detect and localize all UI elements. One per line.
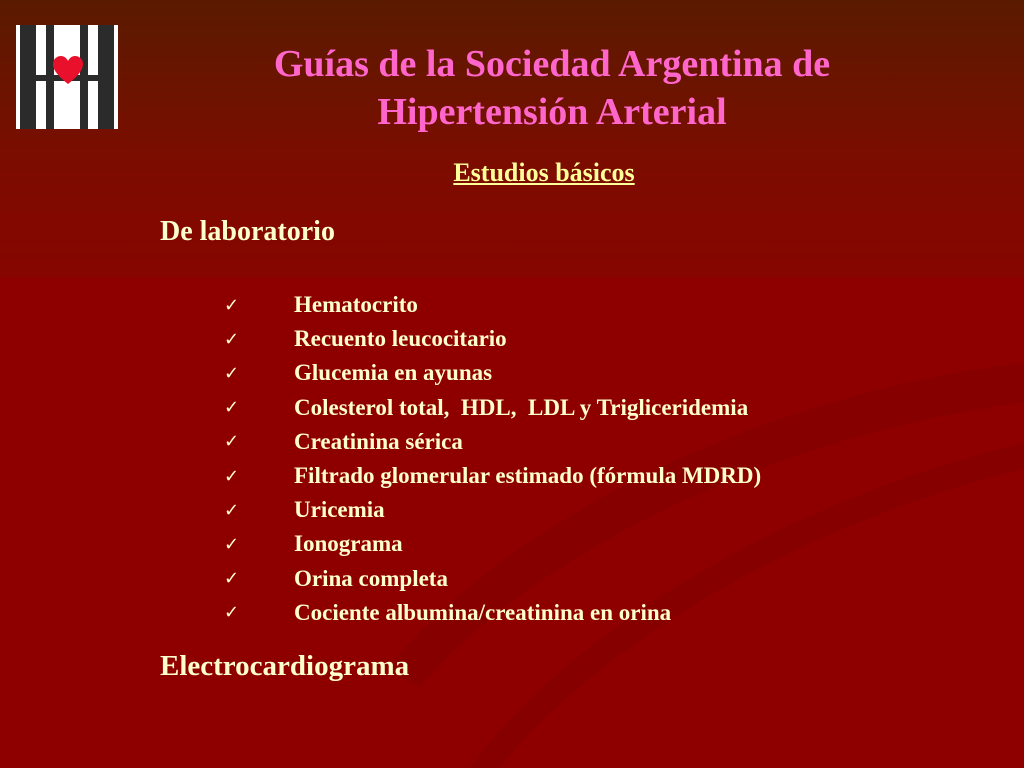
list-item-text: Colesterol total, HDL, LDL y Trigliceridemia: [294, 394, 749, 420]
list-item-text: Uricemia: [294, 497, 385, 523]
checkmark-icon: ✓: [224, 568, 240, 590]
title-line-2: Hipertensión Arterial: [377, 91, 727, 133]
checkmark-icon: ✓: [224, 533, 240, 555]
list-item-text: Hematocrito: [294, 292, 418, 318]
list-item: [222, 459, 761, 493]
section-heading-laboratory: De laboratorio: [160, 216, 335, 247]
list-item-text: Creatinina sérica: [294, 428, 463, 454]
slide-title: [200, 40, 904, 136]
list-item: [222, 425, 761, 459]
checkmark-icon: ✓: [224, 465, 240, 487]
list-item: [222, 562, 761, 596]
section-heading-ecg: Electrocardiograma: [160, 650, 410, 682]
list-item: [222, 391, 761, 425]
checkmark-icon: ✓: [224, 328, 240, 350]
list-item: [222, 322, 761, 356]
society-logo: [16, 25, 118, 129]
list-item: [222, 527, 761, 561]
list-item-text: Ionograma: [294, 531, 403, 557]
lab-tests-list: [222, 288, 761, 630]
checkmark-icon: ✓: [224, 431, 240, 453]
list-item-text: Orina completa: [294, 565, 448, 591]
checkmark-icon: ✓: [224, 499, 240, 521]
heart-icon: [52, 55, 84, 87]
list-item-text: Recuento leucocitario: [294, 326, 507, 352]
checkmark-icon: ✓: [224, 362, 240, 384]
list-item-text: Filtrado glomerular estimado (fórmula MDRD): [294, 463, 762, 489]
checkmark-icon: ✓: [224, 294, 240, 316]
list-item: [222, 356, 761, 390]
checkmark-icon: ✓: [224, 397, 240, 419]
list-item: [222, 596, 761, 630]
list-item: [222, 288, 761, 322]
list-item: [222, 493, 761, 527]
slide-subtitle: Estudios básicos: [453, 158, 635, 187]
title-line-1: Guías de la Sociedad Argentina de: [273, 43, 831, 85]
list-item-text: Glucemia en ayunas: [294, 360, 493, 386]
checkmark-icon: ✓: [224, 602, 240, 624]
list-item-text: Cociente albumina/creatinina en orina: [294, 599, 672, 625]
